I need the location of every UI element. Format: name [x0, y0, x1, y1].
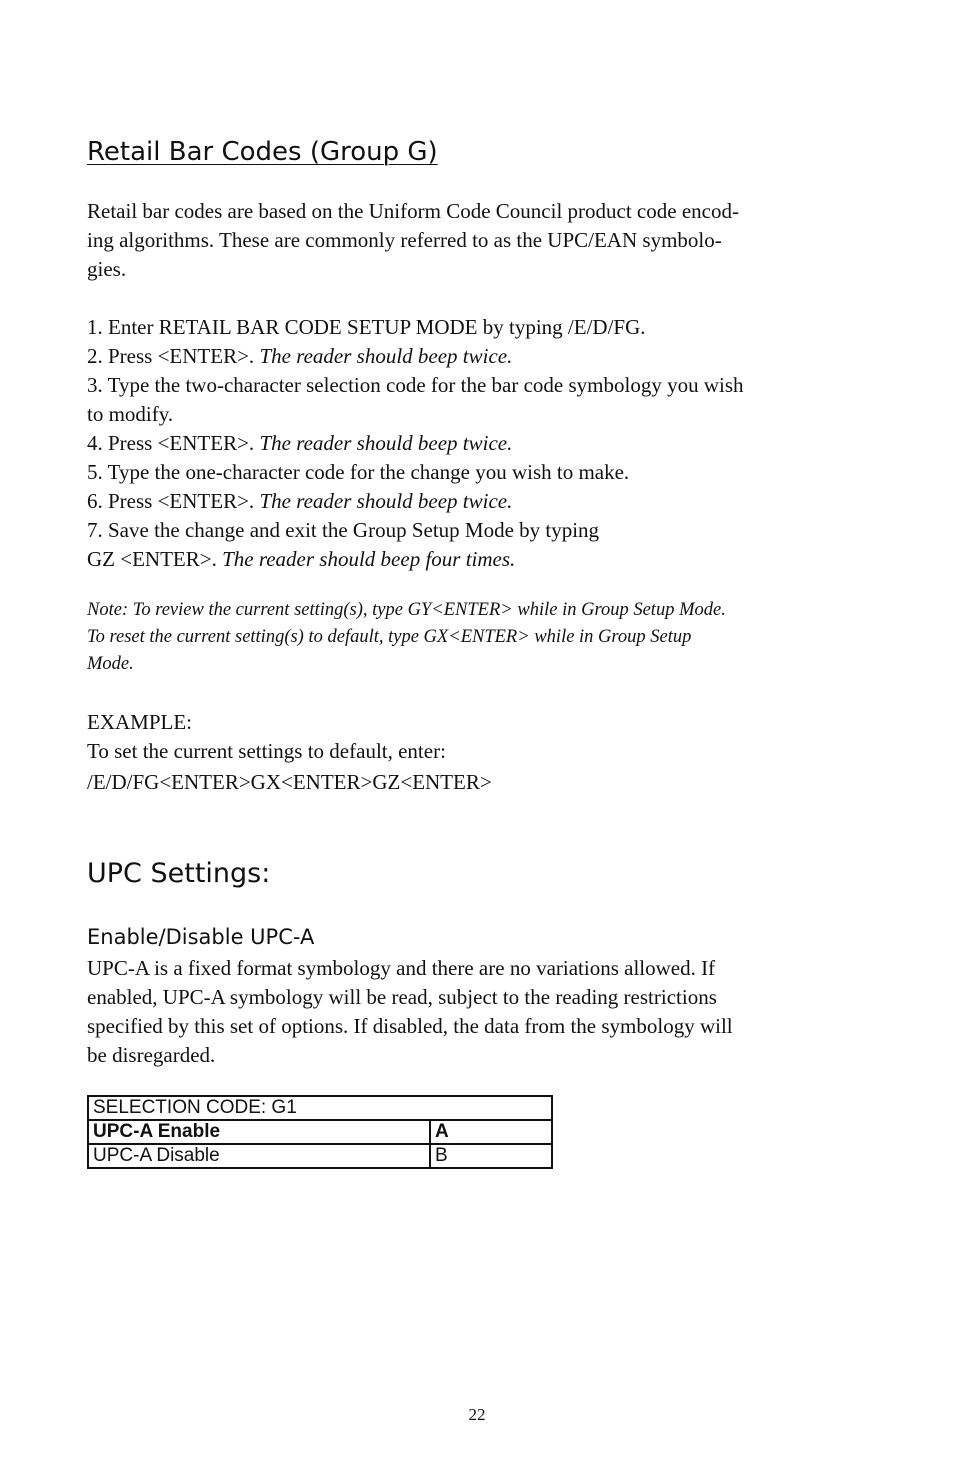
option-code: A	[430, 1120, 552, 1144]
step-text: to modify.	[87, 402, 174, 426]
note-line: To reset the current setting(s) to default, type GX<ENTER> while in Group Setup	[87, 627, 692, 647]
upca-line: specified by this set of options. If disabled, the data from the symbology will	[87, 1014, 733, 1038]
option-label: UPC-A Disable	[88, 1144, 430, 1168]
note-line: Mode.	[87, 654, 134, 674]
step-line	[87, 458, 847, 487]
example-block	[87, 708, 847, 797]
step-line	[87, 371, 847, 400]
step-line	[87, 313, 847, 342]
step-note: The reader should beep twice.	[259, 431, 513, 455]
option-label: UPC-A Enable	[88, 1120, 430, 1144]
table-row	[88, 1144, 552, 1168]
page-number: 22	[468, 1405, 486, 1424]
step-text: 1. Enter RETAIL BAR CODE SETUP MODE by typing /E/D/FG.	[87, 315, 646, 339]
intro-line: Retail bar codes are based on the Uniform Code Council product code encod-	[87, 199, 739, 223]
step-line	[87, 342, 847, 371]
step-note: The reader should beep twice.	[259, 489, 513, 513]
step-line	[87, 429, 847, 458]
note-line: Note: To review the current setting(s), type GY<ENTER> while in Group Setup Mode.	[87, 600, 726, 620]
step-line	[87, 545, 847, 574]
step-text: 6. Press <ENTER>.	[87, 489, 260, 513]
step-line	[87, 516, 847, 545]
upca-line: UPC-A is a fixed format symbology and there are no variations allowed. If	[87, 956, 716, 980]
selection-code-table	[87, 1095, 553, 1169]
step-note: The reader should beep four times.	[222, 547, 516, 571]
step-text: 5. Type the one-character code for the change you wish to make.	[87, 460, 630, 484]
table-row	[88, 1120, 552, 1144]
upca-paragraph	[87, 954, 847, 1070]
step-text: 7. Save the change and exit the Group Setup Mode by typing	[87, 518, 600, 542]
subsection-title: Enable/Disable UPC-A	[87, 925, 315, 949]
note-paragraph	[87, 597, 847, 678]
intro-paragraph	[87, 197, 847, 284]
intro-line: gies.	[87, 257, 127, 281]
step-line	[87, 400, 847, 429]
example-command: /E/D/FG<ENTER>GX<ENTER>GZ<ENTER>	[87, 770, 492, 794]
section-title: UPC Settings:	[87, 858, 271, 889]
step-text: 4. Press <ENTER>.	[87, 431, 260, 455]
step-line	[87, 487, 847, 516]
example-line: To set the current settings to default, enter:	[87, 739, 446, 763]
step-text: GZ <ENTER>.	[87, 547, 223, 571]
table-header-row	[88, 1096, 552, 1120]
step-text: 2. Press <ENTER>.	[87, 344, 260, 368]
setup-steps	[87, 313, 847, 574]
table-header: SELECTION CODE: G1	[88, 1096, 552, 1120]
example-label: EXAMPLE:	[87, 710, 192, 734]
upca-line: enabled, UPC-A symbology will be read, subject to the reading restrictions	[87, 985, 717, 1009]
page-heading: Retail Bar Codes (Group G)	[87, 137, 438, 167]
intro-line: ing algorithms. These are commonly referred to as the UPC/EAN symbolo-	[87, 228, 722, 252]
step-note: The reader should beep twice.	[259, 344, 513, 368]
step-text: 3. Type the two-character selection code for the bar code symbology you wish	[87, 373, 744, 397]
upca-line: be disregarded.	[87, 1043, 216, 1067]
option-code: B	[430, 1144, 552, 1168]
